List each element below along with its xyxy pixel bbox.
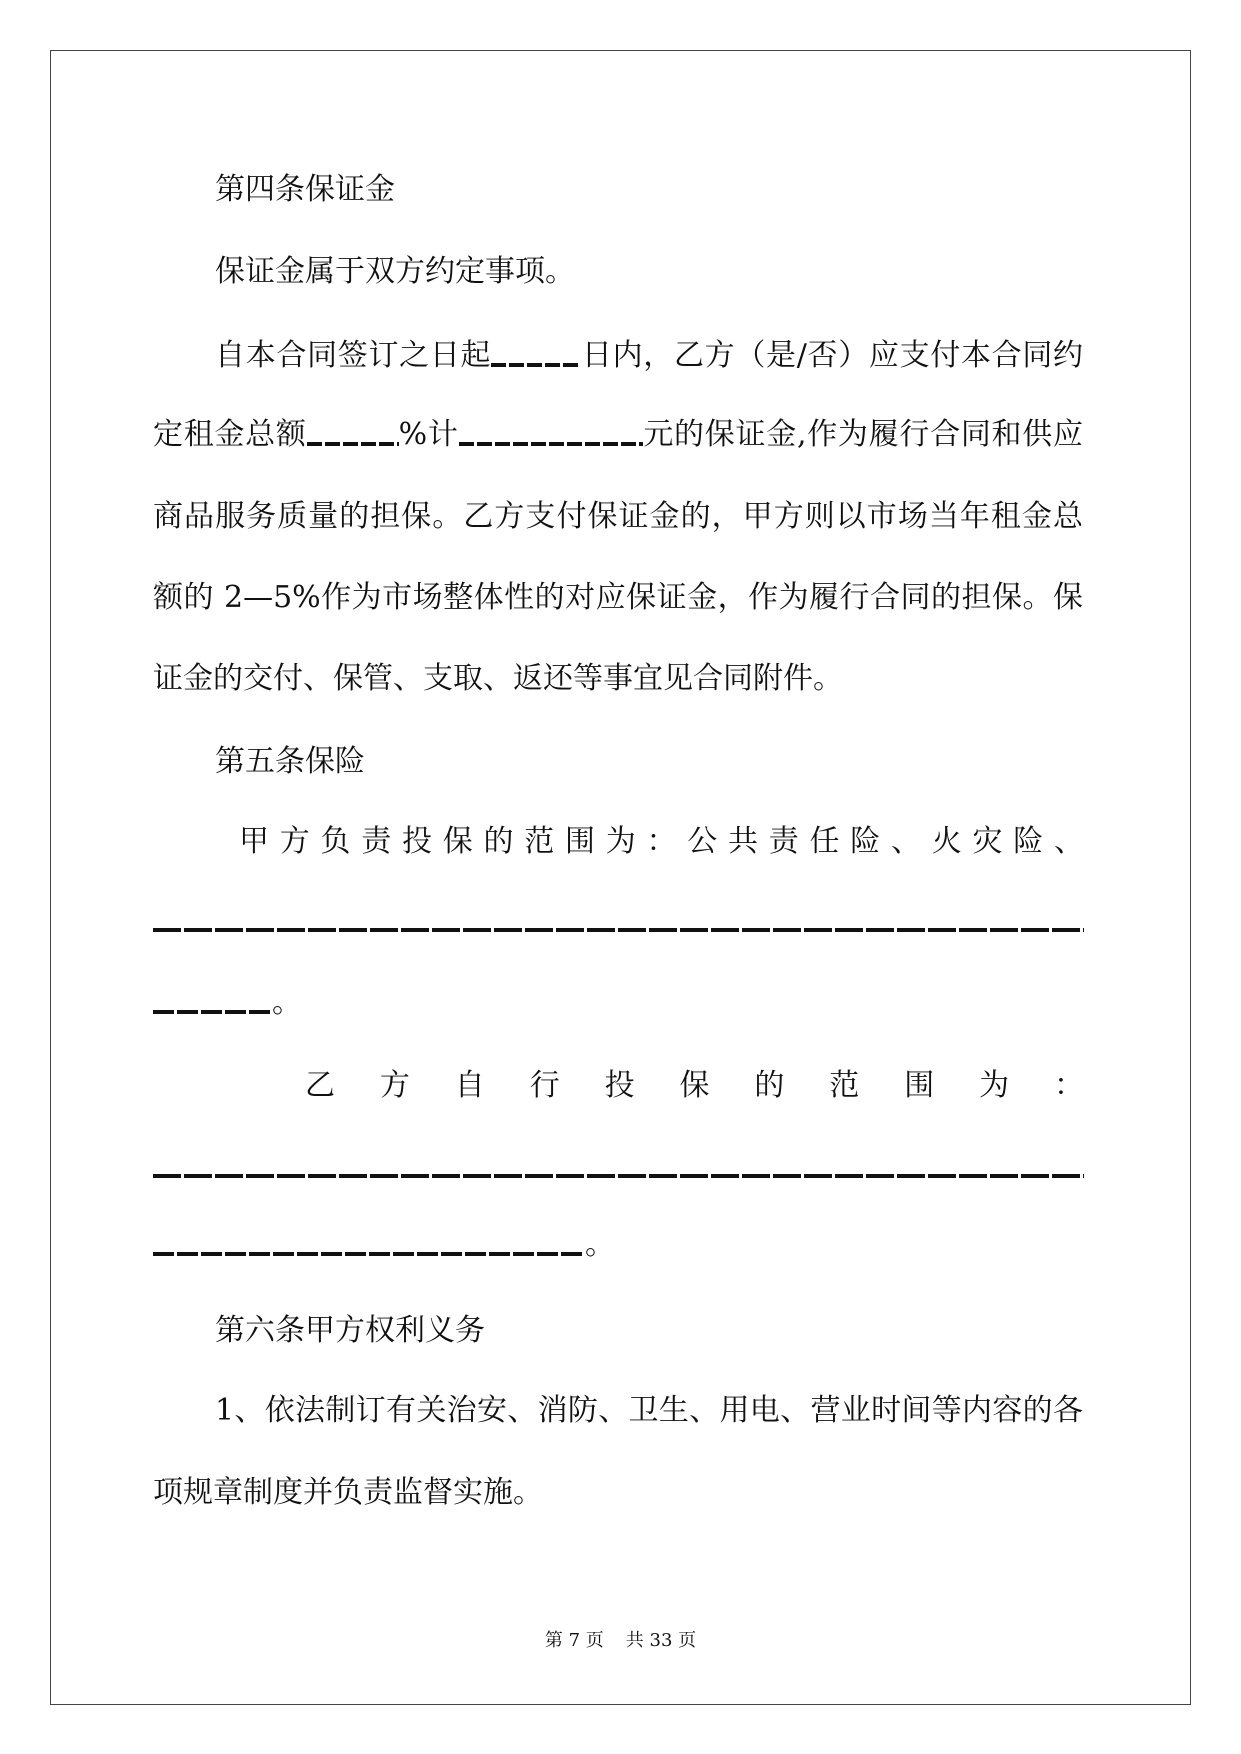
party-a-scope-blank [153,1010,272,1014]
deposit-clause-line-1 [215,334,1083,378]
party-b-scope-blank-line [153,1174,1084,1178]
article6-heading: 第六条甲方权利义务 [215,1313,485,1348]
page-border [50,50,1191,1705]
article6-item1-line-1: 1、依法制订有关治安、消防、卫生、用电、营业时间等内容的各 [215,1393,1083,1428]
deposit-clause-line-3: 商品服务质量的担保。乙方支付保证金的，甲方则以市场当年租金总 [153,499,1083,534]
party-b-insurance-scope: 乙方自行投保的范围为： [305,1068,1084,1103]
article4-intro: 保证金属于双方约定事项。 [215,254,575,289]
deposit-clause-line-5: 证金的交付、保管、支取、返还等事宜见合同附件。 [153,661,843,696]
party-a-insurance-scope: 甲方负责投保的范围为：公共责任险、火灾险、 [239,824,1084,859]
party-b-scope-period: 。 [585,1227,615,1262]
deposit-clause-line-4: 额的 2—5%作为市场整体性的对应保证金，作为履行合同的担保。保 [153,580,1083,615]
amount-blank [459,442,643,446]
deposit-clause-line-2 [153,413,1083,457]
article4-heading: 第四条保证金 [215,172,395,207]
page-total: 共 33 页 [625,1630,697,1651]
deposit-clause-text: 元的保证金,作为履行合同和供应 [642,417,1083,452]
deposit-clause-text: %计 [398,417,459,452]
party-a-scope-period: 。 [272,985,302,1020]
deposit-clause-text: 自本合同签订之日起 [215,338,492,373]
party-b-scope-end-line [153,1223,1083,1267]
party-a-scope-blank-line [153,928,1084,932]
days-blank [491,363,581,367]
article5-heading: 第五条保险 [215,744,365,779]
deposit-clause-text: 定租金总额 [153,417,307,452]
page-number: 第 7 页 [544,1630,604,1651]
party-b-scope-blank [153,1252,585,1256]
page-footer [0,1629,1241,1653]
party-a-scope-end-line [153,981,1083,1025]
deposit-clause-text: 日内，乙方（是/否）应支付本合同约 [581,338,1084,373]
article6-item1-line-2: 项规章制度并负责监督实施。 [153,1475,543,1510]
percent-blank [307,442,399,446]
